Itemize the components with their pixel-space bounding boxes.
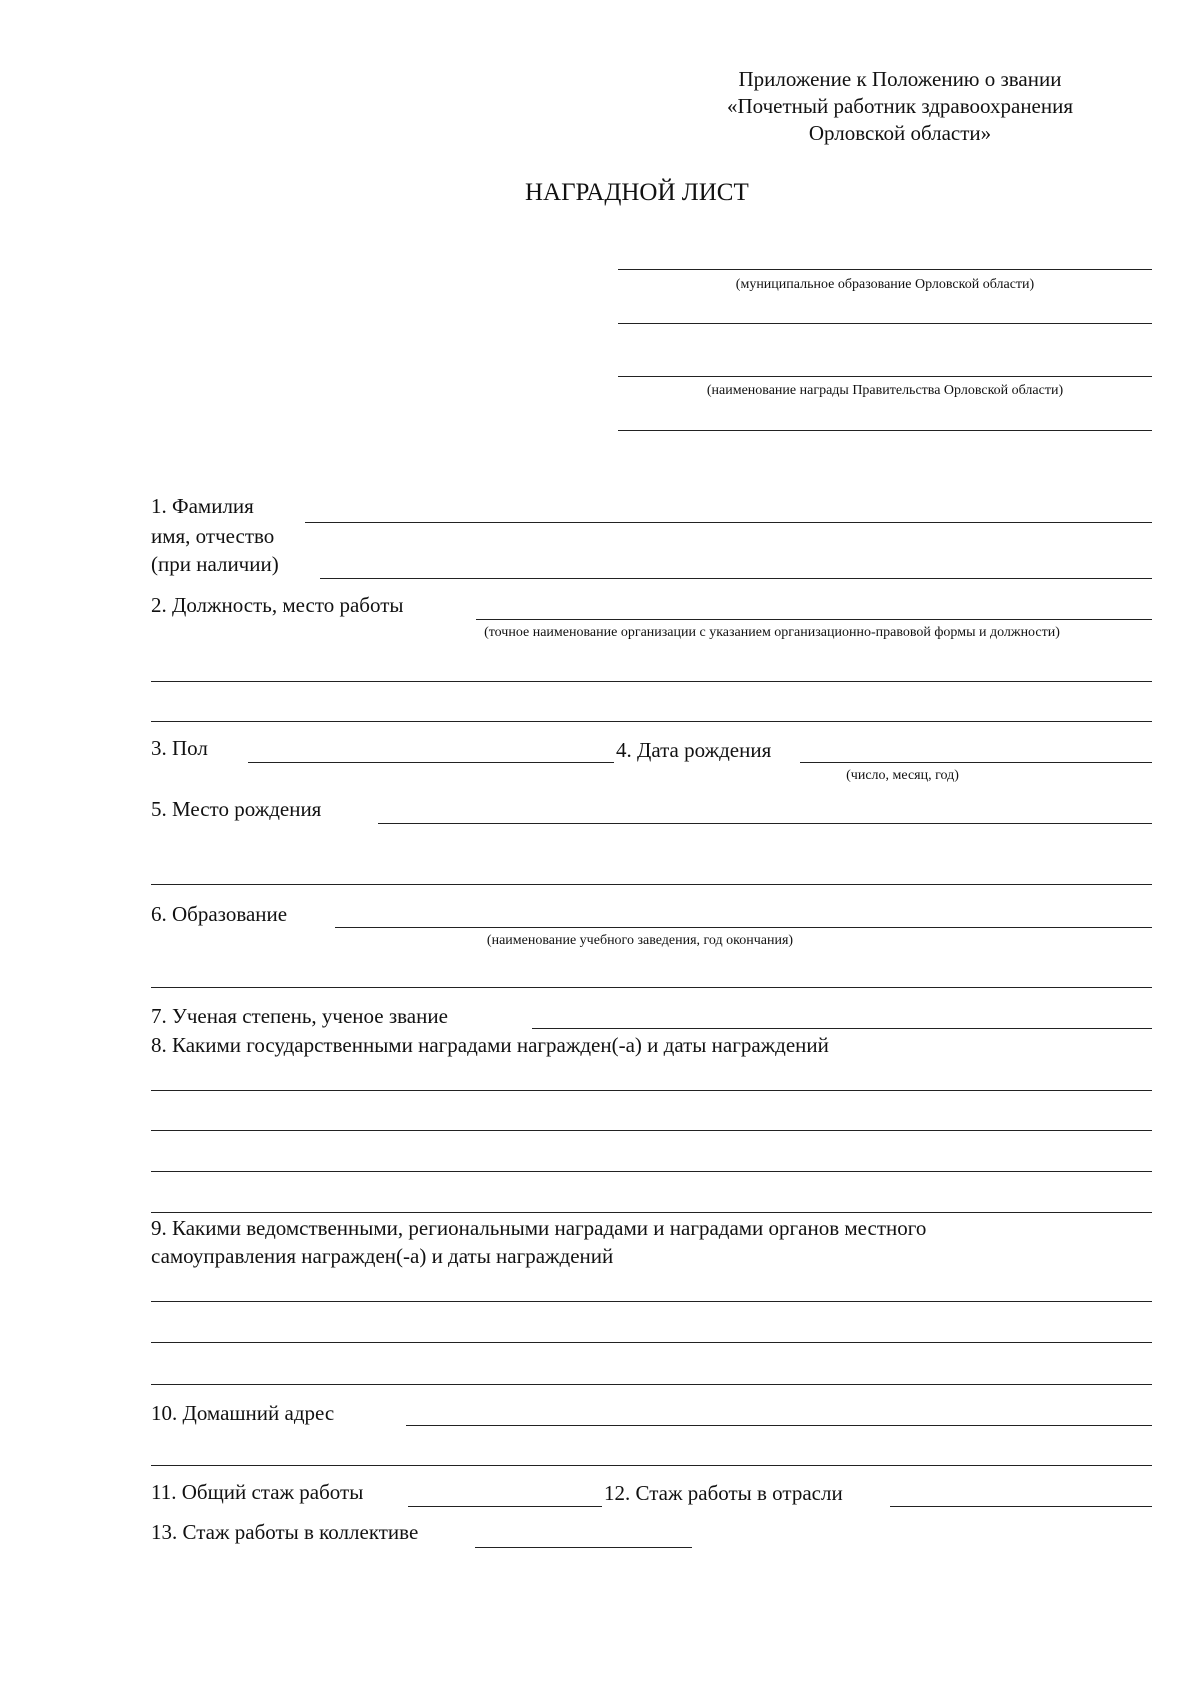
appendix-header-line-1: Приложение к Положению о звании xyxy=(738,67,1062,91)
academic-degree-field-line[interactable] xyxy=(532,1028,1152,1029)
position-workplace-label: 2. Должность, место работы xyxy=(151,593,404,617)
regional-awards-field-line-2[interactable] xyxy=(151,1342,1152,1343)
regional-awards-label-line-2: самоуправления награжден(-а) и даты награждений xyxy=(151,1244,614,1268)
if-any-label: (при наличии) xyxy=(151,552,279,576)
education-hint: (наименование учебного заведения, год окончания) xyxy=(486,933,794,948)
team-experience-label: 13. Стаж работы в коллективе xyxy=(151,1520,419,1544)
award-name-field-line[interactable] xyxy=(618,376,1152,377)
appendix-header-line-2: «Почетный работник здравоохранения xyxy=(726,94,1074,118)
home-address-label: 10. Домашний адрес xyxy=(151,1401,335,1425)
document-title: НАГРАДНОЙ ЛИСТ xyxy=(525,179,749,206)
education-field-line-2[interactable] xyxy=(151,987,1152,988)
regional-awards-label-line-1: 9. Какими ведомственными, региональными наградами и наградами органов местного xyxy=(151,1216,927,1240)
name-patronymic-field-line[interactable] xyxy=(320,578,1152,579)
total-experience-field-line[interactable] xyxy=(408,1506,602,1507)
municipality-field-line[interactable] xyxy=(618,269,1152,270)
municipality-field-line-2[interactable] xyxy=(618,323,1152,324)
state-awards-field-line-4[interactable] xyxy=(151,1212,1152,1213)
award-name-hint: (наименование награды Правительства Орловской области) xyxy=(706,383,1064,398)
position-workplace-field-line-2[interactable] xyxy=(151,681,1152,682)
birthplace-label: 5. Место рождения xyxy=(151,797,322,821)
regional-awards-field-line-3[interactable] xyxy=(151,1384,1152,1385)
position-workplace-field-line[interactable] xyxy=(476,619,1152,620)
birth-date-field-line[interactable] xyxy=(800,762,1152,763)
regional-awards-field-line-1[interactable] xyxy=(151,1301,1152,1302)
team-experience-field-line[interactable] xyxy=(475,1547,692,1548)
name-patronymic-label: имя, отчество xyxy=(151,524,275,548)
appendix-header-line-3: Орловской области» xyxy=(808,121,992,145)
state-awards-label: 8. Какими государственными наградами награжден(-а) и даты награждений xyxy=(151,1033,829,1057)
academic-degree-label: 7. Ученая степень, ученое звание xyxy=(151,1004,448,1028)
home-address-field-line[interactable] xyxy=(406,1425,1152,1426)
birth-date-hint: (число, месяц, год) xyxy=(846,768,959,783)
award-name-field-line-2[interactable] xyxy=(618,430,1152,431)
education-field-line[interactable] xyxy=(335,927,1152,928)
state-awards-field-line-2[interactable] xyxy=(151,1130,1152,1131)
surname-field-line[interactable] xyxy=(305,522,1152,523)
industry-experience-label: 12. Стаж работы в отрасли xyxy=(604,1481,843,1505)
industry-experience-field-line[interactable] xyxy=(890,1506,1152,1507)
birthplace-field-line[interactable] xyxy=(378,823,1152,824)
municipality-hint: (муниципальное образование Орловской области) xyxy=(735,277,1035,292)
education-label: 6. Образование xyxy=(151,902,288,926)
surname-label: 1. Фамилия xyxy=(151,494,254,518)
state-awards-field-line-3[interactable] xyxy=(151,1171,1152,1172)
birthplace-field-line-2[interactable] xyxy=(151,884,1152,885)
state-awards-field-line-1[interactable] xyxy=(151,1090,1152,1091)
total-experience-label: 11. Общий стаж работы xyxy=(151,1480,364,1504)
organization-hint: (точное наименование организации с указанием организационно-правовой формы и должности) xyxy=(484,625,1060,640)
sex-field-line[interactable] xyxy=(248,762,614,763)
birth-date-label: 4. Дата рождения xyxy=(616,738,772,762)
home-address-field-line-2[interactable] xyxy=(151,1465,1152,1466)
sex-label: 3. Пол xyxy=(151,736,208,760)
position-workplace-field-line-3[interactable] xyxy=(151,721,1152,722)
